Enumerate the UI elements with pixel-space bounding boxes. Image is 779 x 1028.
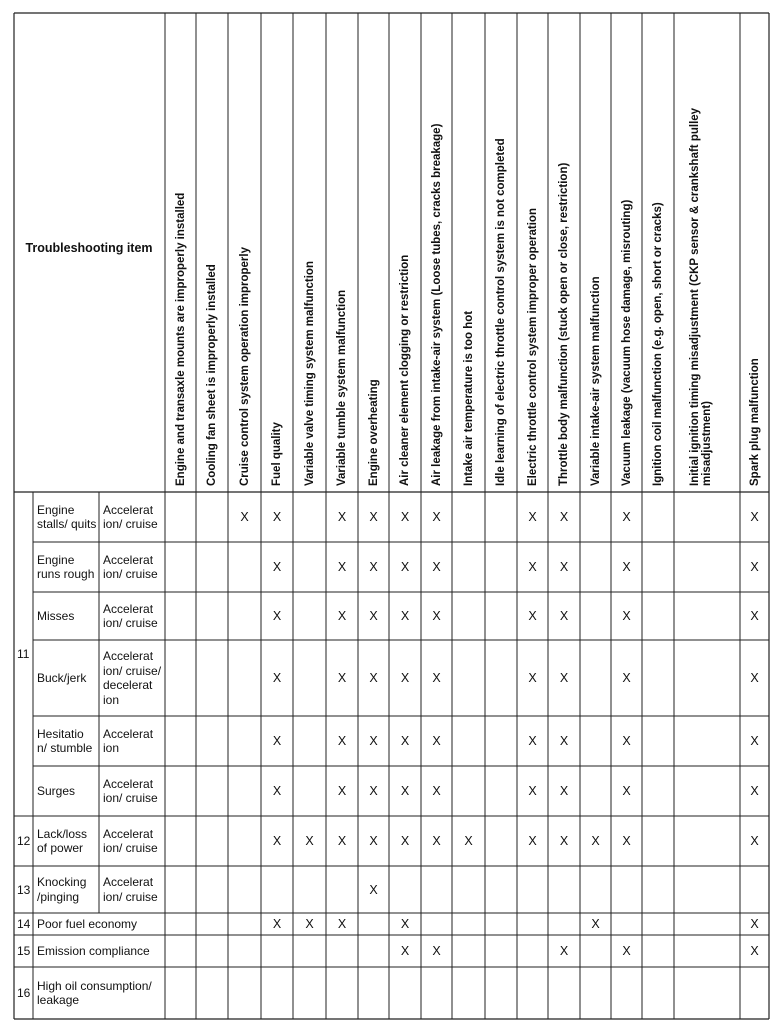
x-mark: X <box>528 834 537 848</box>
column-header: Engine overheating <box>367 379 380 486</box>
x-mark: X <box>272 671 282 685</box>
x-mark: X <box>337 734 347 748</box>
troubleshooting-item: Buck/jerk <box>37 670 87 685</box>
column-header: Initial ignition timing misadjustment (CKP sensor & crankshaft pulley misadjustment) <box>689 107 713 486</box>
x-mark: X <box>559 560 569 574</box>
column-header: Ignition coil malfunction (e.g. open, short or cracks) <box>652 202 664 486</box>
troubleshooting-item: Knocking /pinging <box>37 875 87 904</box>
x-mark: X <box>591 834 600 848</box>
column-header: Variable tumble system malfunction <box>336 289 348 486</box>
x-mark: X <box>528 784 537 798</box>
row-number: 11 <box>17 647 30 661</box>
x-mark: X <box>369 734 378 748</box>
column-header: Throttle body malfunction (stuck open or close, restriction) <box>558 162 570 486</box>
x-mark: X <box>432 834 441 848</box>
column-header: Vacuum leakage (vacuum hose damage, misrouting) <box>620 199 633 486</box>
column-header: Air cleaner element clogging or restriction <box>399 254 411 486</box>
troubleshooting-item: Hesitatio n/ stumble <box>37 726 93 755</box>
driving-condition: Accelerat ion/ cruise <box>103 601 158 630</box>
troubleshooting-item: Emission compliance <box>37 943 150 958</box>
x-mark: X <box>400 510 410 524</box>
x-mark: X <box>622 944 631 958</box>
x-mark: X <box>432 609 441 623</box>
x-mark: X <box>400 834 410 848</box>
x-mark: X <box>464 834 473 848</box>
x-mark: X <box>337 510 347 524</box>
x-mark: X <box>559 510 569 524</box>
x-mark: X <box>305 917 314 931</box>
x-mark: X <box>369 882 378 897</box>
x-mark: X <box>432 560 441 574</box>
column-header: Cruise control system operation improperly <box>238 246 251 486</box>
x-mark: X <box>559 609 569 623</box>
x-mark: X <box>559 784 569 798</box>
row-number: 13 <box>17 882 31 897</box>
x-mark: X <box>369 609 378 623</box>
x-mark: X <box>400 671 410 685</box>
x-mark: X <box>400 784 410 798</box>
column-header: Intake air temperature is too hot <box>462 310 475 486</box>
x-mark: X <box>622 784 631 798</box>
x-mark: X <box>559 834 569 848</box>
row-number: 15 <box>17 944 31 958</box>
x-mark: X <box>528 560 537 574</box>
x-mark: X <box>750 734 759 748</box>
x-mark: X <box>369 671 378 685</box>
x-mark: X <box>369 834 378 848</box>
x-mark: X <box>528 671 537 685</box>
x-mark: X <box>622 734 631 748</box>
x-mark: X <box>337 609 347 623</box>
x-mark: X <box>337 560 347 574</box>
x-mark: X <box>272 784 282 798</box>
table-header-title: Troubleshooting item <box>25 241 153 255</box>
x-mark: X <box>432 671 441 685</box>
x-mark: X <box>432 510 441 524</box>
x-mark: X <box>337 917 347 931</box>
x-mark: X <box>622 834 631 848</box>
troubleshooting-item: Engine runs rough <box>37 552 95 581</box>
x-mark: X <box>591 917 600 931</box>
column-header: Variable intake-air system malfunction <box>589 276 602 486</box>
x-mark: X <box>559 944 569 958</box>
row-number: 12 <box>17 834 31 848</box>
column-header: Variable valve timing system malfunction <box>303 261 316 486</box>
x-mark: X <box>528 510 537 524</box>
x-mark: X <box>400 560 410 574</box>
x-mark: X <box>369 560 378 574</box>
x-mark: X <box>528 609 537 623</box>
x-mark: X <box>305 834 314 848</box>
x-mark: X <box>432 734 441 748</box>
column-header: Spark plug malfunction <box>748 358 761 486</box>
x-mark: X <box>750 834 759 848</box>
driving-condition: Accelerat ion/ cruise <box>103 826 158 855</box>
troubleshooting-item: High oil consumption/ leakage <box>37 978 152 1007</box>
x-mark: X <box>432 944 441 958</box>
x-mark: X <box>622 609 631 623</box>
troubleshooting-item: Lack/loss of power <box>37 826 88 855</box>
x-mark: X <box>240 510 249 524</box>
column-header: Idle learning of electric throttle control system is not completed <box>495 138 507 486</box>
x-mark: X <box>400 609 410 623</box>
column-header: Fuel quality <box>271 422 283 486</box>
x-mark: X <box>559 734 569 748</box>
x-mark: X <box>272 560 282 574</box>
troubleshooting-item: Misses <box>37 608 75 623</box>
x-mark: X <box>750 944 759 958</box>
x-mark: X <box>337 784 347 798</box>
x-mark: X <box>400 944 410 958</box>
x-mark: X <box>400 734 410 748</box>
x-mark: X <box>272 609 282 623</box>
column-header: Electric throttle control system improper operation <box>526 208 539 486</box>
x-mark: X <box>622 560 631 574</box>
x-mark: X <box>272 834 282 848</box>
driving-condition: Accelerat ion/ cruise <box>103 875 158 904</box>
x-mark: X <box>337 671 347 685</box>
x-mark: X <box>432 784 441 798</box>
driving-condition: Accelerat ion/ cruise <box>103 552 158 581</box>
x-mark: X <box>528 734 537 748</box>
row-number: 14 <box>17 917 31 931</box>
driving-condition: Accelerat ion/ cruise <box>103 776 158 805</box>
x-mark: X <box>400 917 410 931</box>
column-header: Air leakage from intake-air system (Loose tubes, cracks breakage) <box>430 123 443 486</box>
x-mark: X <box>369 784 378 798</box>
x-mark: X <box>622 671 631 685</box>
troubleshooting-item: Poor fuel economy <box>37 916 138 931</box>
driving-condition: Accelerat ion/ cruise/ decelerat ion <box>103 649 162 707</box>
x-mark: X <box>272 734 282 748</box>
x-mark: X <box>272 510 282 524</box>
x-mark: X <box>337 834 347 848</box>
troubleshooting-item: Engine stalls/ quits <box>37 502 97 531</box>
row-number: 16 <box>17 986 31 1000</box>
x-mark: X <box>272 917 282 931</box>
column-header: Cooling fan sheet is improperly installed <box>206 264 218 486</box>
x-mark: X <box>750 671 759 685</box>
driving-condition: Accelerat ion <box>103 726 154 755</box>
x-mark: X <box>622 510 631 524</box>
x-mark: X <box>750 510 759 524</box>
x-mark: X <box>750 917 759 931</box>
x-mark: X <box>750 609 759 623</box>
x-mark: X <box>369 510 378 524</box>
x-mark: X <box>750 784 759 798</box>
column-header: Engine and transaxle mounts are improperly installed <box>174 192 187 486</box>
troubleshooting-item: Surges <box>37 783 76 798</box>
driving-condition: Accelerat ion/ cruise <box>103 502 158 531</box>
x-mark: X <box>750 560 759 574</box>
x-mark: X <box>559 671 569 685</box>
